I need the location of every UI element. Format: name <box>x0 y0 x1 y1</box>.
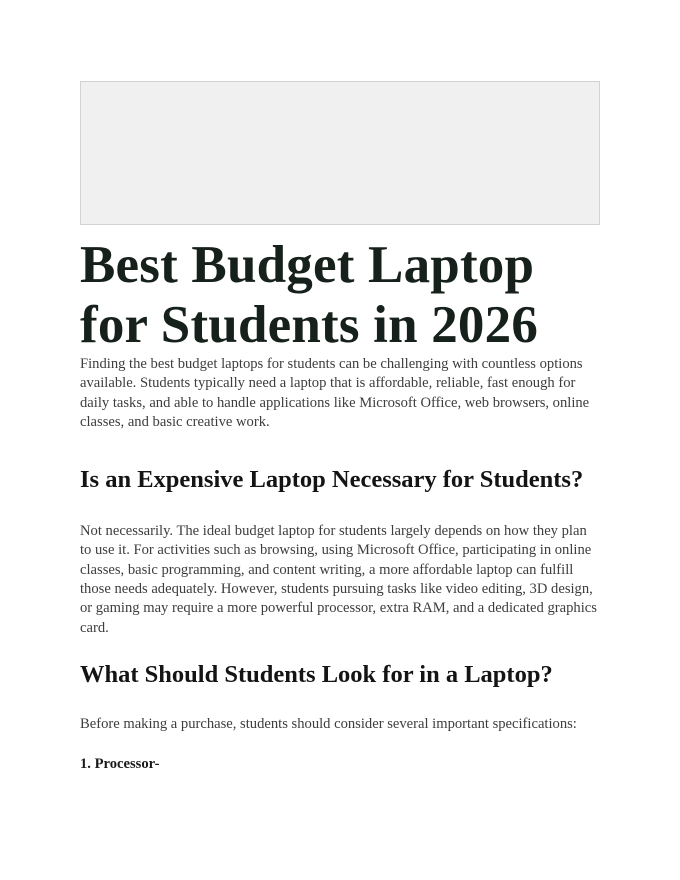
page-title: Best Budget Laptop for Students in 2026 <box>80 236 539 354</box>
subheading-processor: 1. Processor- <box>80 756 160 773</box>
featured-image-placeholder <box>80 81 600 225</box>
section-body-what-to-look-for: Before making a purchase, students should consider several important specifications: <box>80 715 577 732</box>
section-heading-what-to-look-for: What Should Students Look for in a Laptop? <box>80 660 553 688</box>
section-body-expensive-laptop: Not necessarily. The ideal budget laptop for students largely depends on how they plan to use it. For activities such as browsing, using Microsoft Office, participating in online classes, basic programming, and content writing, a more affordable laptop can fulfill those needs adequately. However, students pursuing tasks like video editing, 3D design, or gaming may require a more powerful processor, extra RAM, and a dedicated graphics card. <box>80 523 597 636</box>
article <box>80 81 600 774</box>
section-heading-expensive-laptop: Is an Expensive Laptop Necessary for Students? <box>80 466 584 494</box>
intro-paragraph: Finding the best budget laptops for students can be challenging with countless options available. Students typically need a laptop that is affordable, reliable, fast enough for daily tasks, and able to handle applications like Microsoft Office, web browsers, online classes, and basic creative work. <box>80 356 590 430</box>
